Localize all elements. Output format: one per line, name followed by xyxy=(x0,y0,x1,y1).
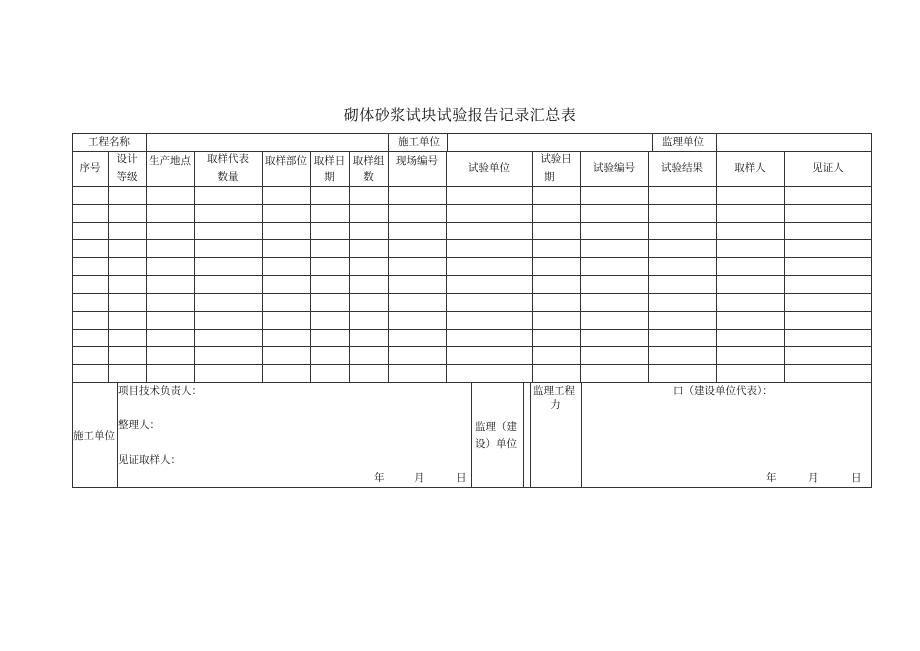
witness-sampler-label: 见证取样人： xyxy=(118,454,181,466)
col-header-production-site: 生产地点 xyxy=(149,155,191,167)
table-row-line xyxy=(72,293,872,294)
table-border-right xyxy=(871,133,872,488)
table-col-line xyxy=(580,151,581,382)
table-col-line xyxy=(446,151,447,382)
header-col-line xyxy=(146,133,147,151)
col-header-test-date-2: 期 xyxy=(544,171,555,183)
supervision-date-month: 月 xyxy=(808,472,819,484)
table-row-line xyxy=(72,239,872,240)
col-header-seq: 序号 xyxy=(79,162,101,174)
header-col-line xyxy=(447,133,448,151)
table-row-line xyxy=(72,222,872,223)
col-header-sampler: 取样人 xyxy=(734,162,766,174)
col-header-sample-date-2: 期 xyxy=(324,171,335,183)
table-row-line xyxy=(72,329,872,330)
supervision-unit-label: 监理单位 xyxy=(662,136,704,148)
col-header-test-result: 试验结果 xyxy=(661,162,703,174)
table-col-line xyxy=(532,151,533,382)
footer-col-line xyxy=(581,382,582,488)
table-row-line xyxy=(72,275,872,276)
col-header-sample-qty-2: 数量 xyxy=(217,171,239,183)
table-col-line xyxy=(648,151,649,382)
col-header-sample-groups-2: 数 xyxy=(363,171,374,183)
supervision-date-day: 日 xyxy=(851,472,862,484)
col-header-design-grade-2: 等级 xyxy=(116,171,138,183)
footer-col-line xyxy=(523,382,524,488)
table-col-line xyxy=(262,151,263,382)
col-header-sample-qty: 取样代表 xyxy=(207,153,249,165)
footer-construction-unit-label: 施工单位 xyxy=(73,430,115,442)
col-header-witness: 见证人 xyxy=(812,162,844,174)
col-header-sample-groups: 取样组 xyxy=(352,155,385,167)
column-header-bottom xyxy=(72,186,872,187)
footer-col-line xyxy=(471,382,472,488)
header-col-line xyxy=(388,133,389,151)
supervising-engineer-label: 监理工程 xyxy=(533,385,575,397)
owner-rep-label: 口（建设单位代表）： xyxy=(673,385,773,397)
table-row-line xyxy=(72,311,872,312)
table-col-line xyxy=(146,151,147,382)
col-header-sample-date: 取样日 xyxy=(313,155,346,167)
table-col-line xyxy=(716,151,717,382)
supervision-unit-label-line1: 监理（建 xyxy=(475,421,517,433)
col-header-test-unit: 试验单位 xyxy=(468,162,510,174)
col-header-site-no: 现场编号 xyxy=(396,155,438,167)
col-header-test-no: 试验编号 xyxy=(593,162,635,174)
col-header-design-grade: 设计 xyxy=(116,153,138,165)
header-col-line xyxy=(652,133,653,151)
header-divider xyxy=(72,151,872,152)
table-row-line xyxy=(72,346,872,347)
table-border-bottom xyxy=(72,487,872,488)
col-header-sample-part: 取样部位 xyxy=(265,155,307,167)
col-header-test-date: 试验日 xyxy=(540,153,572,165)
table-row-line xyxy=(72,364,872,365)
supervision-unit-label-line2: 设）单位 xyxy=(475,438,517,450)
project-name-label: 工程名称 xyxy=(88,136,130,148)
summary-table xyxy=(72,133,872,488)
table-col-line xyxy=(784,151,785,382)
table-row-line xyxy=(72,257,872,258)
construction-date-year: 年 xyxy=(374,472,385,484)
project-tech-lead-label: 项目技术负责人： xyxy=(118,385,202,397)
table-row-line xyxy=(72,204,872,205)
construction-date-month: 月 xyxy=(414,472,425,484)
construction-date-day: 日 xyxy=(456,472,467,484)
header-col-line xyxy=(716,133,717,151)
supervision-date-year: 年 xyxy=(766,472,777,484)
supervising-engineer-label-line2: 力 xyxy=(550,399,561,411)
construction-unit-label: 施工单位 xyxy=(398,136,440,148)
compiler-label: 整理人： xyxy=(118,419,160,431)
page-title: 砌体砂浆试块试验报告记录汇总表 xyxy=(343,106,577,124)
table-border-top xyxy=(72,133,872,134)
table-col-line xyxy=(388,151,389,382)
